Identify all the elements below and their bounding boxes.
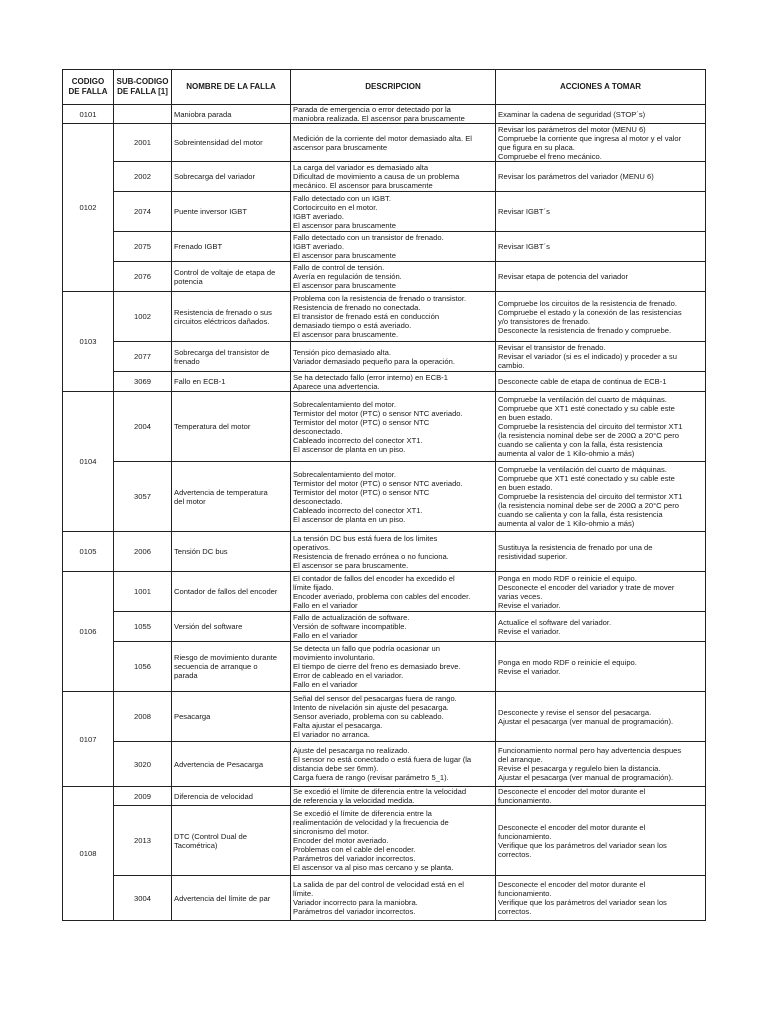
description-cell: El contador de fallos del encoder ha excedido el límite fijado. Encoder averiado, problema con cables del encoder. Fallo en el variador xyxy=(291,572,496,612)
table-row xyxy=(63,692,706,742)
table-row xyxy=(63,124,706,162)
subcode-cell: 2077 xyxy=(114,342,172,372)
fault-code-cell: 0108 xyxy=(63,787,114,921)
fault-name-cell: Temperatura del motor xyxy=(172,392,291,462)
fault-code-cell: 0107 xyxy=(63,692,114,787)
table-row xyxy=(63,742,706,787)
subcode-cell: 2004 xyxy=(114,392,172,462)
fault-name-cell: Sobrecarga del variador xyxy=(172,162,291,192)
action-cell: Desconecte el encoder del motor durante el funcionamiento. Verifique que los parámetros del variador sean los correctos. xyxy=(496,876,706,921)
fault-code-cell: 0104 xyxy=(63,392,114,532)
description-cell: Medición de la corriente del motor demasiado alta. El ascensor para bruscamente xyxy=(291,124,496,162)
header-acciones: ACCIONES A TOMAR xyxy=(496,70,706,105)
table-row xyxy=(63,532,706,572)
table-row xyxy=(63,462,706,532)
description-cell: Ajuste del pesacarga no realizado. El sensor no está conectado o está fuera de lugar (la distancia debe ser 6mm). Carga fuera de rango (revisar parámetro 5_1). xyxy=(291,742,496,787)
fault-name-cell: Sobrecarga del transistor de frenado xyxy=(172,342,291,372)
table-row xyxy=(63,232,706,262)
action-cell: Desconecte el encoder del motor durante el funcionamiento. xyxy=(496,787,706,806)
table-row xyxy=(63,612,706,642)
fault-code-cell: 0102 xyxy=(63,124,114,292)
description-cell: Señal del sensor del pesacargas fuera de rango. Intento de nivelación sin ajuste del pesacarga. Sensor averiado, problema con su cableado. Falta ajustar el pesacarga. El variador no arranca. xyxy=(291,692,496,742)
subcode-cell: 2075 xyxy=(114,232,172,262)
action-cell: Compruebe la ventilación del cuarto de máquinas. Compruebe que XT1 esté conectado y su cable este en buen estado. Compruebe la resistencia del circuito del termistor XT1 (la resistencia nominal debe ser de 200Ω a 20°C pero cuando se calienta y con la falla, ésta resistencia aumenta al valor de 1 Kilo-ohmio a más) xyxy=(496,392,706,462)
description-cell: Se detecta un fallo que podría ocasionar un movimiento involuntario. El tiempo de cierre del freno es demasiado breve. Error de cableado en el variador. Fallo en el variador xyxy=(291,642,496,692)
action-cell: Revisar los parámetros del motor (MENU 6) Compruebe la corriente que ingresa al motor y el valor que figura en su placa. Compruebe el freno mecánico. xyxy=(496,124,706,162)
action-cell: Ponga en modo RDF o reinicie el equipo. Revise el variador. xyxy=(496,642,706,692)
action-cell: Actualice el software del variador. Revise el variador. xyxy=(496,612,706,642)
table-row xyxy=(63,105,706,124)
table-row xyxy=(63,642,706,692)
description-cell: La tensión DC bus está fuera de los limites operativos. Resistencia de frenado errónea o no funciona. El ascensor se para bruscamente. xyxy=(291,532,496,572)
fault-name-cell: Fallo en ECB-1 xyxy=(172,372,291,392)
action-cell: Revisar el transistor de frenado. Revisar el variador (si es el indicado) y proceder a su cambio. xyxy=(496,342,706,372)
table-row xyxy=(63,262,706,292)
subcode-cell: 1056 xyxy=(114,642,172,692)
description-cell: Fallo detectado con un transistor de frenado. IGBT averiado. El ascensor para bruscamente xyxy=(291,232,496,262)
fault-name-cell: DTC (Control Dual de Tacométrica) xyxy=(172,806,291,876)
fault-name-cell: Advertencia de Pesacarga xyxy=(172,742,291,787)
fault-name-cell: Advertencia de temperatura del motor xyxy=(172,462,291,532)
description-cell: Fallo de control de tensión. Avería en regulación de tensión. El ascensor para bruscamente xyxy=(291,262,496,292)
fault-code-cell: 0103 xyxy=(63,292,114,392)
action-cell: Examinar la cadena de seguridad (STOP´s) xyxy=(496,105,706,124)
table-row xyxy=(63,192,706,232)
action-cell: Revisar etapa de potencia del variador xyxy=(496,262,706,292)
subcode-cell: 2001 xyxy=(114,124,172,162)
action-cell: Desconecte el encoder del motor durante el funcionamiento. Verifique que los parámetros del variador sean los correctos. xyxy=(496,806,706,876)
description-cell: Sobrecalentamiento del motor. Termistor del motor (PTC) o sensor NTC averiado. Termistor del motor (PTC) o sensor NTC desconectado. Cableado incorrecto del conector XT1. El ascensor de planta en un piso. xyxy=(291,462,496,532)
subcode-cell: 1001 xyxy=(114,572,172,612)
fault-code-cell: 0106 xyxy=(63,572,114,692)
header-codigo: CODIGO DE FALLA xyxy=(63,70,114,105)
description-cell: Se ha detectado fallo (error interno) en ECB-1 Aparece una advertencia. xyxy=(291,372,496,392)
header-descripcion: DESCRIPCION xyxy=(291,70,496,105)
fault-name-cell: Sobreintensidad del motor xyxy=(172,124,291,162)
action-cell: Compruebe la ventilación del cuarto de máquinas. Compruebe que XT1 esté conectado y su cable este en buen estado. Compruebe la resistencia del circuito del termistor XT1 (la resistencia nominal debe ser de 200Ω a 20°C pero cuando se calienta y con la falla, ésta resistencia aumenta al valor de 1 Kilo-ohmio a más) xyxy=(496,462,706,532)
subcode-cell: 2006 xyxy=(114,532,172,572)
page-bottom-margin xyxy=(0,926,768,1024)
fault-name-cell: Puente inversor IGBT xyxy=(172,192,291,232)
table-row xyxy=(63,372,706,392)
description-cell: Fallo detectado con un IGBT. Cortocircuito en el motor. IGBT averiado. El ascensor para bruscamente xyxy=(291,192,496,232)
fault-code-cell: 0101 xyxy=(63,105,114,124)
description-cell: Tensión pico demasiado alta. Variador demasiado pequeño para la operación. xyxy=(291,342,496,372)
table-header-row xyxy=(63,70,706,105)
fault-name-cell: Maniobra parada xyxy=(172,105,291,124)
description-cell: Parada de emergencia o error detectado por la maniobra realizada. El ascensor para bruscamente xyxy=(291,105,496,124)
action-cell: Compruebe los circuitos de la resistencia de frenado. Compruebe el estado y la conexión de las resistencias y/o transistores de frenado. Desconecte la resistencia de frenado y compruebe. xyxy=(496,292,706,342)
subcode-cell xyxy=(114,105,172,124)
fault-name-cell: Diferencia de velocidad xyxy=(172,787,291,806)
description-cell: Sobrecalentamiento del motor. Termistor del motor (PTC) o sensor NTC averiado. Termistor del motor (PTC) o sensor NTC desconectado. Cableado incorrecto del conector XT1. El ascensor de planta en un piso. xyxy=(291,392,496,462)
subcode-cell: 1055 xyxy=(114,612,172,642)
action-cell: Revisar IGBT´s xyxy=(496,232,706,262)
subcode-cell: 2074 xyxy=(114,192,172,232)
subcode-cell: 2009 xyxy=(114,787,172,806)
subcode-cell: 3020 xyxy=(114,742,172,787)
fault-name-cell: Contador de fallos del encoder xyxy=(172,572,291,612)
table-body xyxy=(63,105,706,921)
fault-name-cell: Resistencia de frenado o sus circuitos eléctricos dañados. xyxy=(172,292,291,342)
fault-name-cell: Riesgo de movimiento durante secuencia de arranque o parada xyxy=(172,642,291,692)
table-row xyxy=(63,806,706,876)
subcode-cell: 3057 xyxy=(114,462,172,532)
description-cell: Problema con la resistencia de frenado o transistor. Resistencia de frenado no conectada. El transistor de frenado está en conducción demasiado tiempo o está averiado. El ascensor para bruscamente. xyxy=(291,292,496,342)
description-cell: Se excedió el límite de diferencia entre la realimentación de velocidad y la frecuencia de sincronismo del motor. Encoder del motor averiado. Problemas con el cable del encoder. Parámetros del variador incorrectos. El ascensor va al piso mas cercano y se planta. xyxy=(291,806,496,876)
table-row xyxy=(63,876,706,921)
description-cell: Fallo de actualización de software. Versión de software incompatible. Fallo en el variador xyxy=(291,612,496,642)
table-row xyxy=(63,572,706,612)
description-cell: La carga del variador es demasiado alta Dificultad de movimiento a causa de un problema mecánico. El ascensor para bruscamente xyxy=(291,162,496,192)
fault-name-cell: Control de voltaje de etapa de potencia xyxy=(172,262,291,292)
action-cell: Desconecte y revise el sensor del pesacarga. Ajustar el pesacarga (ver manual de programación). xyxy=(496,692,706,742)
subcode-cell: 3004 xyxy=(114,876,172,921)
fault-code-table xyxy=(62,69,706,921)
description-cell: Se excedió el límite de diferencia entre la velocidad de referencia y la velocidad medida. xyxy=(291,787,496,806)
fault-code-cell: 0105 xyxy=(63,532,114,572)
table-row xyxy=(63,292,706,342)
subcode-cell: 2076 xyxy=(114,262,172,292)
action-cell: Ponga en modo RDF o reinicie el equipo. Desconecte el encoder del variador y trate de mover varias veces. Revise el variador. xyxy=(496,572,706,612)
action-cell: Revisar los parámetros del variador (MENU 6) xyxy=(496,162,706,192)
description-cell: La salida de par del control de velocidad está en el límite. Variador incorrecto para la maniobra. Parámetros del variador incorrectos. xyxy=(291,876,496,921)
header-nombre: NOMBRE DE LA FALLA xyxy=(172,70,291,105)
action-cell: Desconecte cable de etapa de continua de ECB-1 xyxy=(496,372,706,392)
subcode-cell: 2002 xyxy=(114,162,172,192)
action-cell: Funcionamiento normal pero hay advertencia despues del arranque. Revise el pesacarga y regulelo bien la distancia. Ajustar el pesacarga (ver manual de programación). xyxy=(496,742,706,787)
table-row xyxy=(63,342,706,372)
table-row xyxy=(63,392,706,462)
fault-name-cell: Pesacarga xyxy=(172,692,291,742)
table-row xyxy=(63,787,706,806)
fault-name-cell: Advertencia del límite de par xyxy=(172,876,291,921)
subcode-cell: 3069 xyxy=(114,372,172,392)
subcode-cell: 1002 xyxy=(114,292,172,342)
table-row xyxy=(63,162,706,192)
header-subcodigo: SUB-CODIGO DE FALLA [1] xyxy=(114,70,172,105)
fault-name-cell: Frenado IGBT xyxy=(172,232,291,262)
action-cell: Sustituya la resistencia de frenado por una de resistividad superior. xyxy=(496,532,706,572)
fault-name-cell: Versión del software xyxy=(172,612,291,642)
fault-name-cell: Tensión DC bus xyxy=(172,532,291,572)
subcode-cell: 2008 xyxy=(114,692,172,742)
subcode-cell: 2013 xyxy=(114,806,172,876)
action-cell: Revisar IGBT´s xyxy=(496,192,706,232)
